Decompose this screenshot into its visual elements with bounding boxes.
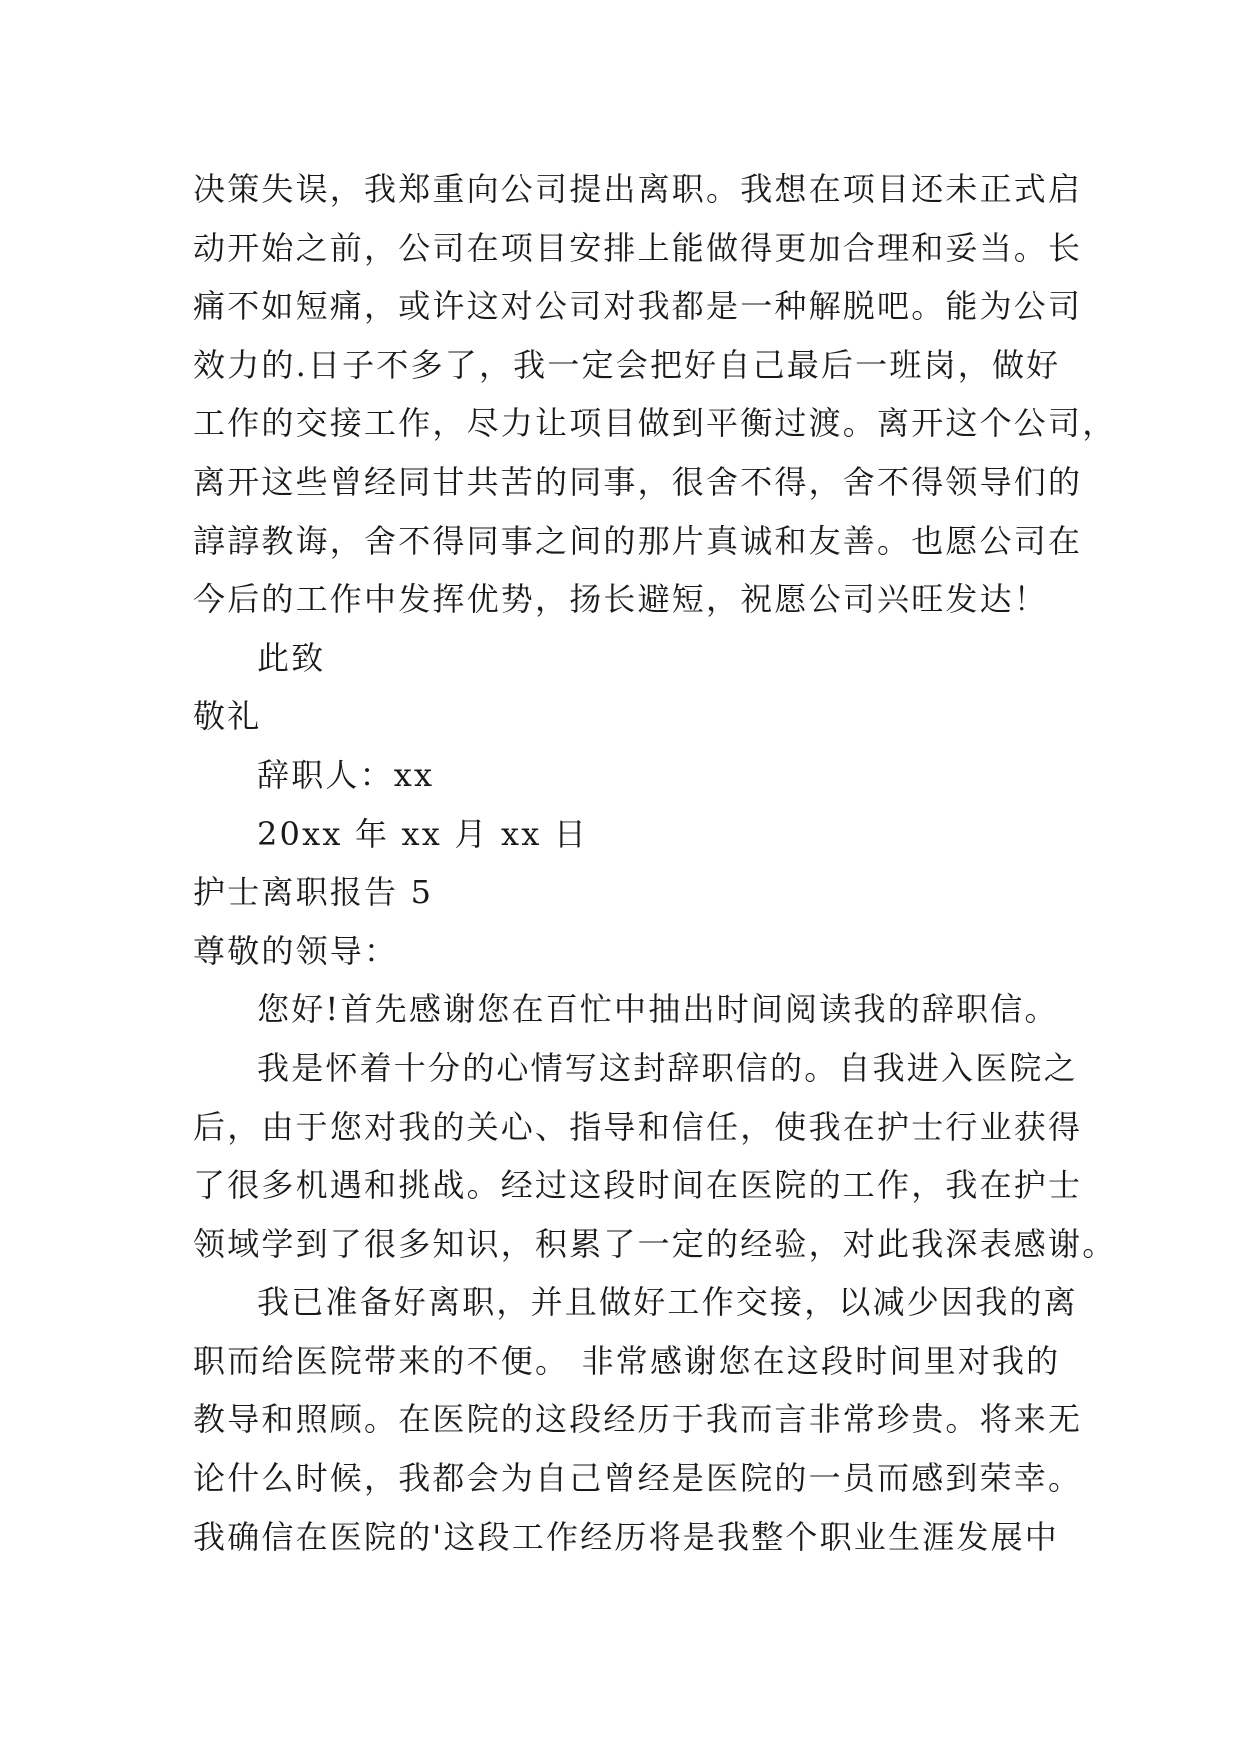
paragraph-line: 动开始之前，公司在项目安排上能做得更加合理和妥当。长: [193, 228, 1083, 267]
paragraph-line: 论什么时候，我都会为自己曾经是医院的一员而感到荣幸。: [193, 1459, 1083, 1498]
paragraph-line: 领域学到了很多知识，积累了一定的经验，对此我深表感谢。: [193, 1224, 1117, 1263]
paragraph-line: 今后的工作中发挥优势，扬长避短，祝愿公司兴旺发达！: [193, 580, 1049, 619]
letter-greeting: 尊敬的领导：: [193, 931, 399, 970]
paragraph-line: 痛不如短痛，或许这对公司对我都是一种解脱吧。能为公司: [193, 287, 1083, 326]
paragraph-line: 决策失误，我郑重向公司提出离职。我想在项目还未正式启: [193, 170, 1083, 208]
paragraph-line: 工作的交接工作，尽力让项目做到平衡过渡。离开这个公司，: [193, 404, 1117, 443]
paragraph-line: 教导和照顾。在医院的这段经历于我而言非常珍贵。将来无: [193, 1400, 1083, 1439]
document-body: [193, 160, 1117, 1566]
paragraph-line: 我是怀着十分的心情写这封辞职信的。自我进入医院之: [257, 1048, 1078, 1087]
signature-date: 20xx 年 xx 月 xx 日: [257, 814, 589, 853]
closing-regards: 敬礼: [193, 697, 262, 736]
paragraph-line: 您好!首先感谢您在百忙中抽出时间阅读我的辞职信。: [257, 990, 1059, 1029]
signature-name: 辞职人：xx: [257, 755, 435, 794]
closing-salutation: 此致: [257, 638, 326, 677]
paragraph-line: 后，由于您对我的关心、指导和信任，使我在护士行业获得: [193, 1107, 1083, 1146]
paragraph-line: 了很多机遇和挑战。经过这段时间在医院的工作，我在护士: [193, 1166, 1083, 1205]
paragraph-line: 我已准备好离职，并且做好工作交接，以减少因我的离: [257, 1283, 1078, 1322]
paragraph-line: 离开这些曾经同甘共苦的同事，很舍不得，舍不得领导们的: [193, 462, 1083, 501]
paragraph-line: 我确信在医院的'这段工作经历将是我整个职业生涯发展中: [193, 1517, 1059, 1556]
section-title: 护士离职报告 5: [193, 873, 434, 912]
paragraph-line: 职而给医院带来的不便。 非常感谢您在这段时间里对我的: [193, 1341, 1061, 1380]
paragraph-line: 諄諄教诲，舍不得同事之间的那片真诚和友善。也愿公司在: [193, 521, 1083, 560]
paragraph-line: 效力的.日子不多了，我一定会把好自己最后一班岗，做好: [193, 345, 1061, 384]
